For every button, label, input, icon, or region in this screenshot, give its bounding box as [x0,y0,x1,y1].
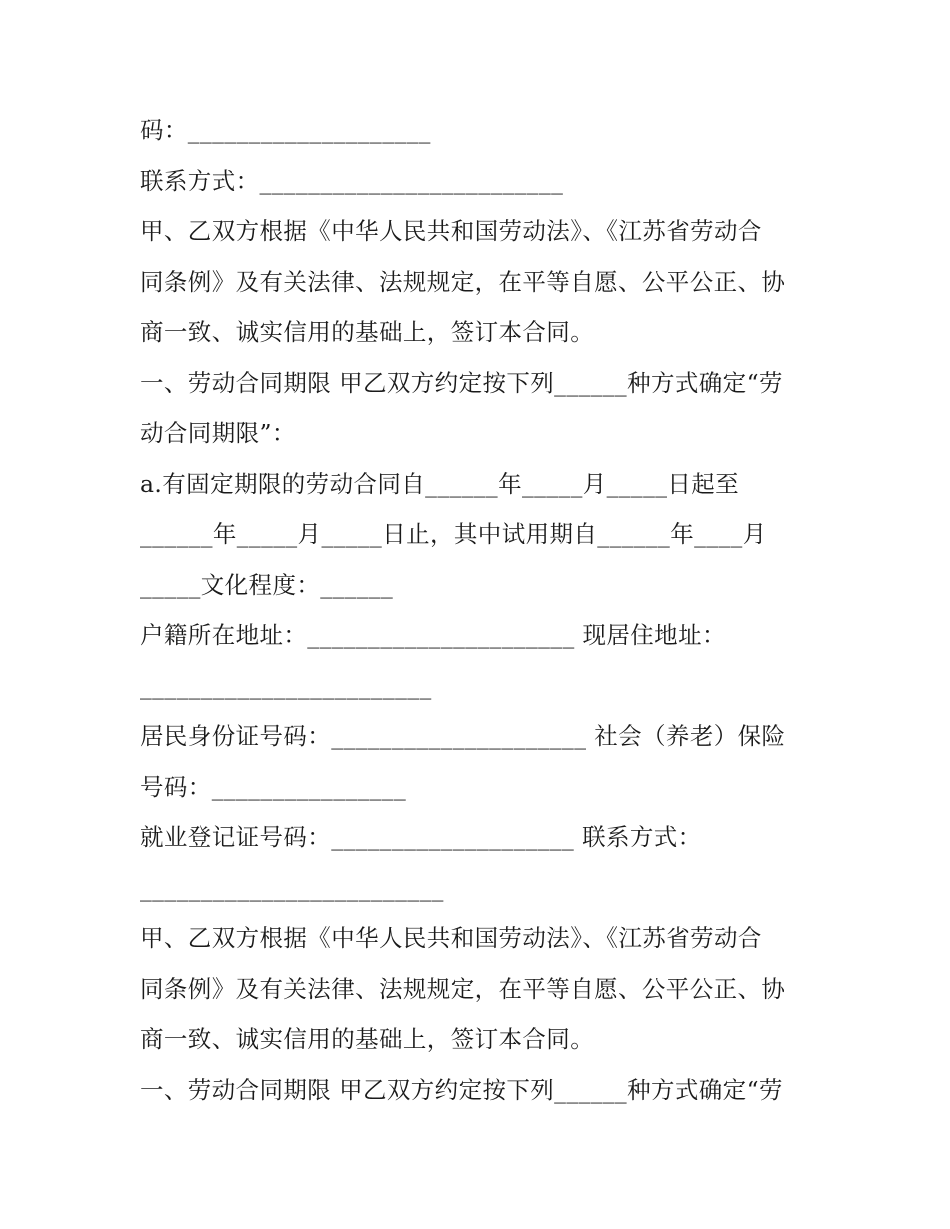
text-line-preamble-1: 甲、乙双方根据《中华人民共和国劳动法》、《江苏省劳动合 [140,217,762,245]
text-line-current-address-blank: ________________________ [140,671,432,700]
text-line-preamble-repeat-2: 同条例》及有关法律、法规规定，在平等自愿、公平公正、协 [140,974,786,1003]
text-line-contract-term-repeat: 一、劳动合同期限 甲乙双方约定按下列______种方式确定“劳 [140,1075,783,1104]
text-line-phone-code: 码：____________________ [140,116,431,144]
text-line-preamble-2: 同条例》及有关法律、法规规定，在平等自愿、公平公正、协 [140,267,786,296]
text-line-fixed-term-2: ______年_____月_____日止，其中试用期自______年____月 [140,520,767,548]
text-line-id-number: 居民身份证号码：_____________________ 社会（养老）保险 [140,722,786,750]
text-line-contract-term-2: 动合同期限”： [140,419,296,447]
text-line-contact-info: 联系方式：_________________________ [140,166,564,195]
text-line-preamble-repeat-1: 甲、乙双方根据《中华人民共和国劳动法》、《江苏省劳动合 [140,924,762,952]
text-line-contact-blank: _________________________ [140,873,444,902]
text-line-preamble-3: 商一致、诚实信用的基础上，签订本合同。 [140,318,595,346]
text-line-education: _____文化程度：______ [140,570,394,599]
text-line-preamble-repeat-3: 商一致、诚实信用的基础上，签订本合同。 [140,1025,595,1053]
text-line-household-address: 户籍所在地址：______________________ 现居住地址： [140,621,726,649]
text-line-employment-registration: 就业登记证号码：____________________ 联系方式： [140,823,702,851]
document-page [140,105,820,1115]
text-line-fixed-term-1: a.有固定期限的劳动合同自______年_____月_____日起至 [140,469,740,498]
text-line-insurance-number: 号码：________________ [140,772,407,801]
text-line-contract-term-1: 一、劳动合同期限 甲乙双方约定按下列______种方式确定“劳 [140,368,783,397]
